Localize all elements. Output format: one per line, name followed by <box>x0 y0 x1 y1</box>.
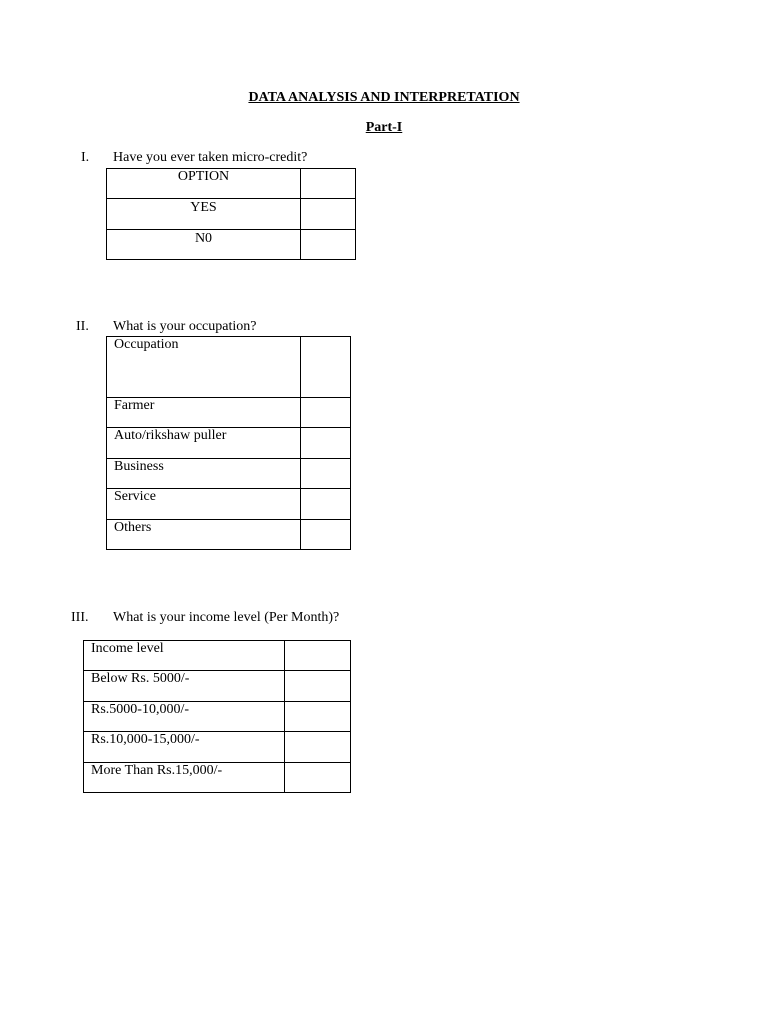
question-2-number: II. <box>76 319 89 334</box>
answer-cell[interactable] <box>285 671 351 702</box>
income-5000-10000-cell: Rs.5000-10,000/- <box>84 702 285 732</box>
option-no-cell: N0 <box>107 230 301 260</box>
answer-cell[interactable] <box>285 702 351 732</box>
part-title: Part-I <box>365 120 403 135</box>
answer-cell[interactable] <box>285 641 351 671</box>
table-row <box>84 641 351 671</box>
occupation-business-cell: Business <box>107 459 301 489</box>
table-row <box>84 702 351 732</box>
occupation-header-cell: Occupation <box>107 337 301 398</box>
document-title: DATA ANALYSIS AND INTERPRETATION <box>248 90 520 105</box>
table-row <box>107 489 351 520</box>
occupation-others-cell: Others <box>107 520 301 550</box>
table-row <box>84 671 351 702</box>
table-row <box>107 199 356 230</box>
table-row <box>84 763 351 793</box>
table-row <box>107 428 351 459</box>
answer-cell[interactable] <box>301 230 356 260</box>
answer-cell[interactable] <box>301 398 351 428</box>
question-1-number: I. <box>81 150 90 165</box>
income-below-5000-cell: Below Rs. 5000/- <box>84 671 285 702</box>
answer-cell[interactable] <box>301 520 351 550</box>
occupation-farmer-cell: Farmer <box>107 398 301 428</box>
table-row <box>107 230 356 260</box>
question-1-text: Have you ever taken micro-credit? <box>113 150 308 165</box>
answer-cell[interactable] <box>301 459 351 489</box>
table-row <box>107 520 351 550</box>
income-above-15000-cell: More Than Rs.15,000/- <box>84 763 285 793</box>
table-row <box>84 732 351 763</box>
answer-cell[interactable] <box>285 763 351 793</box>
question-3-number: III. <box>71 610 89 625</box>
question-2-text: What is your occupation? <box>113 319 257 334</box>
table-row <box>107 337 351 398</box>
income-10000-15000-cell: Rs.10,000-15,000/- <box>84 732 285 763</box>
occupation-service-cell: Service <box>107 489 301 520</box>
answer-cell[interactable] <box>285 732 351 763</box>
question-3-table <box>83 640 351 793</box>
table-row <box>107 459 351 489</box>
question-2-table <box>106 336 351 550</box>
income-header-cell: Income level <box>84 641 285 671</box>
option-header-cell: OPTION <box>107 169 301 199</box>
answer-cell[interactable] <box>301 337 351 398</box>
answer-cell[interactable] <box>301 489 351 520</box>
table-row <box>107 398 351 428</box>
table-row <box>107 169 356 199</box>
question-1-table <box>106 168 356 260</box>
question-3-text: What is your income level (Per Month)? <box>113 610 340 625</box>
option-yes-cell: YES <box>107 199 301 230</box>
answer-cell[interactable] <box>301 199 356 230</box>
answer-cell[interactable] <box>301 428 351 459</box>
occupation-auto-rikshaw-cell: Auto/rikshaw puller <box>107 428 301 459</box>
answer-cell[interactable] <box>301 169 356 199</box>
